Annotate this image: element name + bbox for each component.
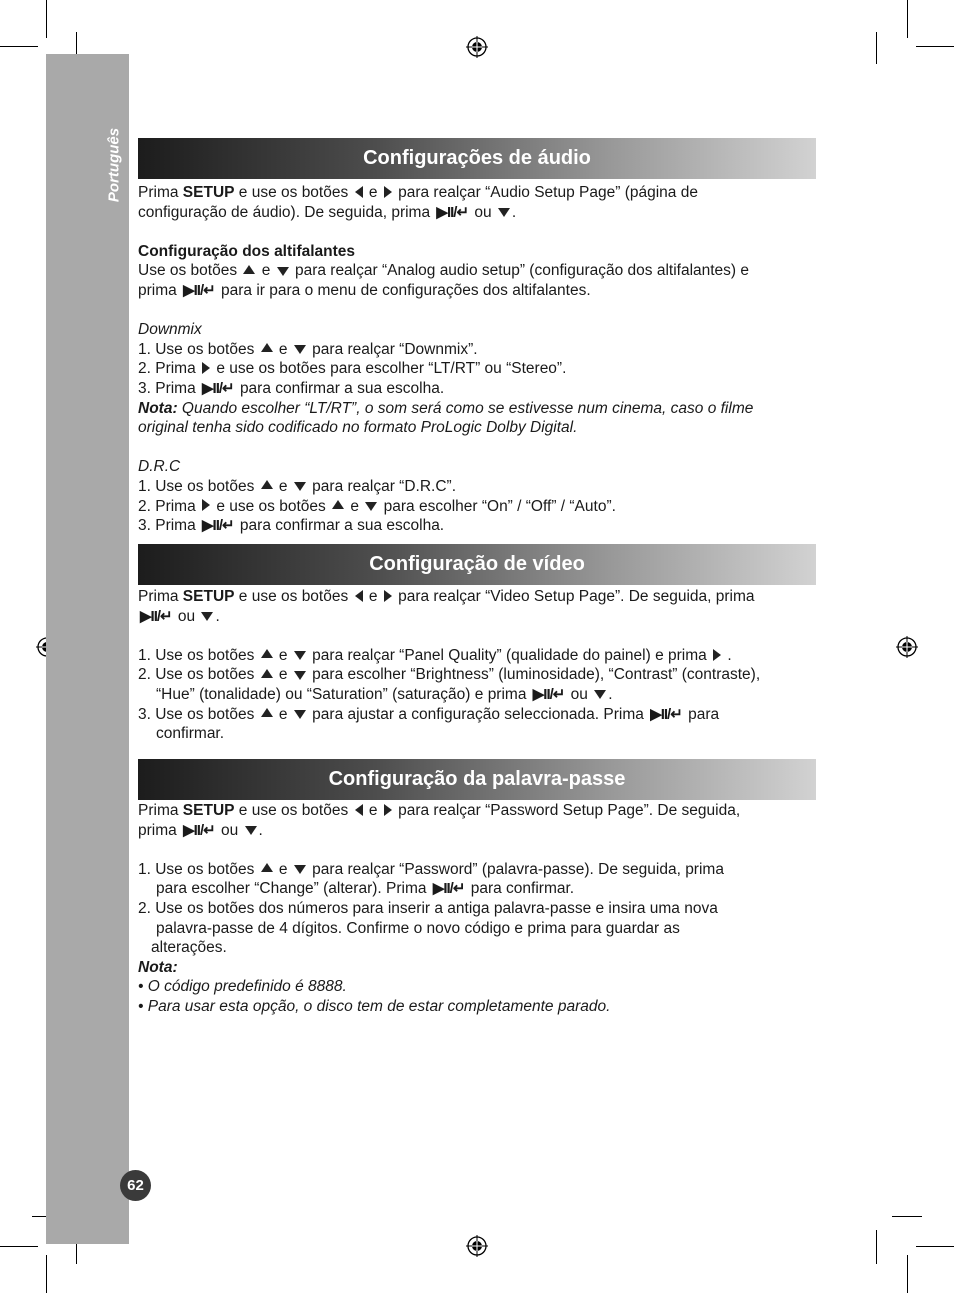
password-section-body: Prima SETUP e use os botões e para realçar “Password Setup Page”. De seguida, prima ▶II/↵ ou . 1. Use os botões e para realçar “Password” (palavra-passe). De seguida, prima para escolher “Change” (alterar). Prima ▶II/↵ para confirmar. 2. Use os botões dos números para inserir a antiga palavra-passe e insira uma nova palavra-passe de 4 dígitos. Confirme o novo código e prima para guardar as alterações. Nota: • O código predefinido é 8888. • Para usar esta opção, o disco tem de estar completamente parado. bbox=[138, 801, 818, 1017]
drc-heading: D.R.C bbox=[138, 458, 181, 476]
section-header-password: Configuração da palavra-passe bbox=[138, 759, 816, 800]
crop-mark bbox=[46, 1255, 47, 1293]
crop-mark bbox=[46, 0, 47, 38]
password-note-item: • O código predefinido é 8888. bbox=[138, 978, 347, 996]
setup-key: SETUP bbox=[182, 184, 235, 201]
video-section-body: Prima SETUP e use os botões e para realçar “Video Setup Page”. De seguida, prima ▶II/↵ ou . 1. Use os botões e para realçar “Panel Quality” (qualidade do painel) e prima . 2. Use os botões e para escolher “Brightness” (luminosidade), “Contrast” (contraste), “Hue” (tonalidade) ou “Saturation” (saturação) e prima ▶II/↵ ou . 3. Use os botões e para ajustar a configuração seleccionada. Prima ▶II/↵ para confirmar. bbox=[138, 587, 818, 744]
downmix-note: Nota: Quando escolher “LT/RT”, o som será como se estivesse num cinema, caso o filme bbox=[138, 399, 754, 417]
up-arrow-icon bbox=[332, 500, 344, 509]
left-arrow-icon bbox=[355, 186, 363, 198]
down-arrow-icon bbox=[201, 612, 213, 621]
crop-mark bbox=[916, 1246, 954, 1247]
down-arrow-icon bbox=[294, 710, 306, 719]
play-pause-enter-icon: ▶II/↵ bbox=[436, 203, 469, 221]
down-arrow-icon bbox=[294, 345, 306, 354]
play-pause-enter-icon: ▶II/↵ bbox=[202, 379, 234, 397]
registration-mark-icon bbox=[896, 636, 918, 658]
left-arrow-icon bbox=[355, 804, 363, 816]
down-arrow-icon bbox=[245, 826, 257, 835]
password-note-label: Nota: bbox=[138, 958, 178, 976]
registration-mark-icon bbox=[466, 1235, 488, 1257]
play-pause-enter-icon: ▶II/↵ bbox=[432, 880, 465, 898]
down-arrow-icon bbox=[365, 502, 377, 511]
right-arrow-icon bbox=[202, 499, 210, 511]
crop-mark bbox=[876, 1230, 877, 1264]
crop-mark bbox=[907, 0, 908, 38]
down-arrow-icon bbox=[294, 671, 306, 680]
language-sidebar bbox=[46, 54, 129, 1244]
down-arrow-icon bbox=[294, 651, 306, 660]
down-arrow-icon bbox=[294, 865, 306, 874]
down-arrow-icon bbox=[277, 267, 289, 276]
right-arrow-icon bbox=[713, 649, 721, 661]
up-arrow-icon bbox=[261, 863, 273, 872]
up-arrow-icon bbox=[261, 708, 273, 717]
right-arrow-icon bbox=[384, 186, 392, 198]
section-header-video: Configuração de vídeo bbox=[138, 544, 816, 585]
up-arrow-icon bbox=[261, 669, 273, 678]
page-number: 62 bbox=[120, 1170, 151, 1201]
setup-key: SETUP bbox=[182, 802, 235, 819]
crop-mark bbox=[876, 32, 877, 64]
left-arrow-icon bbox=[355, 590, 363, 602]
audio-section-body: Prima SETUP e use os botões e para realçar “Audio Setup Page” (página de configuração de áudio). De seguida, prima ▶II/↵ ou . Configuração dos altifalantes Use os botões e para realçar “Analog audio setup” (configuração dos altifalantes) e prima ▶II/↵ para ir para o menu de configurações dos altifalantes. Downmix 1. Use os botões e para realçar “Downmix”. 2. Prima e use os botões para escolher “LT/RT” ou “Stereo”. 3. Prima ▶II/↵ para confirmar a sua escolha. Nota: Quando escolher “LT/RT”, o som será como se estivesse num cinema, caso o filme original tenha sido codificado no formato ProLogic Dolby Digital. D.R.C 1. Use os botões e para realçar “D.R.C”. 2. Prima e use os botões e para escolher “On” / “Off” / “Auto”. 3. Prima ▶II/↵ para confirmar a sua escolha. bbox=[138, 183, 818, 536]
play-pause-enter-icon: ▶II/↵ bbox=[650, 705, 682, 723]
down-arrow-icon bbox=[594, 690, 606, 699]
setup-key: SETUP bbox=[182, 588, 235, 605]
speaker-heading: Configuração dos altifalantes bbox=[138, 242, 356, 260]
play-pause-enter-icon: ▶II/↵ bbox=[532, 685, 565, 703]
down-arrow-icon bbox=[294, 482, 306, 491]
up-arrow-icon bbox=[243, 265, 255, 274]
video-intro: Prima SETUP e use os botões e para realçar “Video Setup Page”. De seguida, prima bbox=[138, 588, 755, 605]
downmix-heading: Downmix bbox=[138, 321, 202, 339]
crop-mark bbox=[892, 1216, 922, 1217]
up-arrow-icon bbox=[261, 649, 273, 658]
play-pause-enter-icon: ▶II/↵ bbox=[183, 821, 215, 839]
password-intro: Prima SETUP e use os botões e para realçar “Password Setup Page”. De seguida, bbox=[138, 802, 741, 819]
right-arrow-icon bbox=[384, 590, 392, 602]
crop-mark bbox=[0, 1246, 38, 1247]
crop-mark bbox=[916, 46, 954, 47]
right-arrow-icon bbox=[202, 362, 210, 374]
audio-intro: Prima SETUP e use os botões e para realçar “Audio Setup Page” (página de bbox=[138, 184, 698, 201]
section-header-audio: Configurações de áudio bbox=[138, 138, 816, 179]
down-arrow-icon bbox=[498, 208, 510, 217]
password-note-item: • Para usar esta opção, o disco tem de estar completamente parado. bbox=[138, 997, 611, 1015]
up-arrow-icon bbox=[261, 480, 273, 489]
crop-mark bbox=[0, 46, 38, 47]
language-label: Português bbox=[105, 127, 123, 203]
crop-mark bbox=[907, 1255, 908, 1293]
up-arrow-icon bbox=[261, 343, 273, 352]
play-pause-enter-icon: ▶II/↵ bbox=[202, 517, 234, 535]
play-pause-enter-icon: ▶II/↵ bbox=[183, 281, 215, 299]
registration-mark-icon bbox=[466, 36, 488, 58]
right-arrow-icon bbox=[384, 804, 392, 816]
play-pause-enter-icon: ▶II/↵ bbox=[140, 607, 172, 625]
